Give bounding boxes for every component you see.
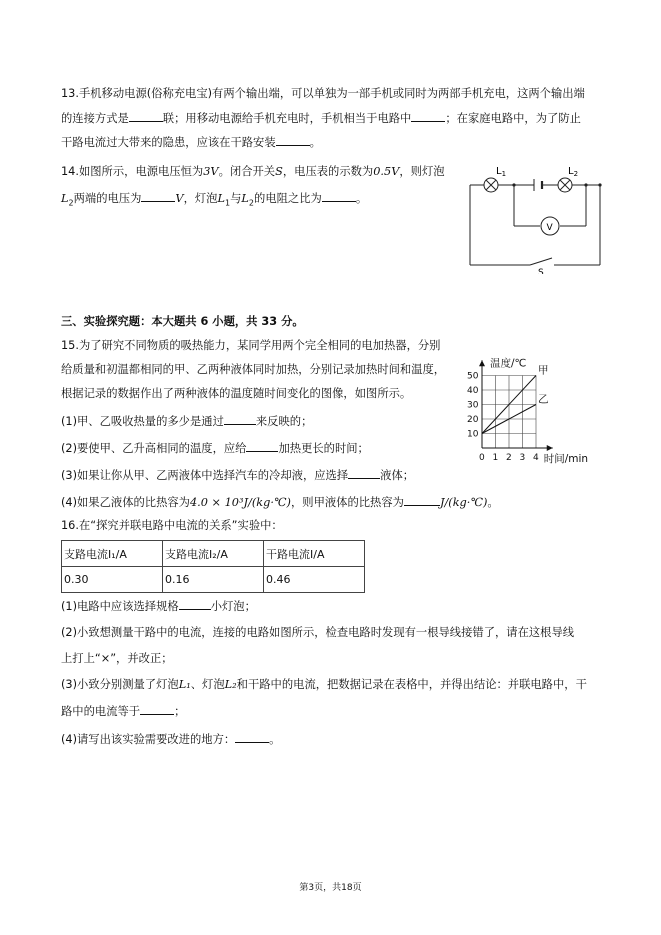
q14-l2: L <box>61 192 69 205</box>
q14-l2-sub: 2 <box>248 198 255 208</box>
table-header-cell: 支路电流I₂/A <box>163 541 264 567</box>
q13-line3 <box>61 134 321 151</box>
q14-l1: L <box>217 192 225 205</box>
answer-blank[interactable] <box>179 598 211 610</box>
q14-text: 与 <box>230 192 242 205</box>
y-axis-label: 温度/℃ <box>490 357 527 370</box>
series-label: 乙 <box>538 393 549 406</box>
answer-blank[interactable] <box>246 440 278 452</box>
answer-blank[interactable] <box>348 467 380 479</box>
x-tick-label: 1 <box>492 453 499 463</box>
q16-text: (3)小致分别测量了灯泡 <box>61 678 179 691</box>
q16-text: (1)电路中应该选择规格 <box>61 600 179 613</box>
q15-text: (2)要使甲、乙升高相同的温度，应给 <box>61 442 247 455</box>
answer-blank[interactable] <box>322 190 356 202</box>
answer-blank[interactable] <box>140 703 174 715</box>
answer-blank[interactable] <box>276 134 310 146</box>
x-axis-arrow <box>547 445 553 451</box>
q15-sub3 <box>61 467 414 484</box>
q13-text: 联；用移动电源给手机充电时，手机相当于电路中 <box>162 112 412 125</box>
table-header-cell: 支路电流I₁/A <box>62 541 163 567</box>
section-heading: 三、实验探究题：本大题共 6 小题，共 33 分。 <box>61 315 304 328</box>
q14-voltage: 0.5V <box>373 165 400 178</box>
q14-text: 14.如图所示，电源电压恒为 <box>61 165 204 178</box>
q14-text: ，灯泡 <box>183 192 218 205</box>
q14-text: 。 <box>355 192 368 205</box>
q16-sub1 <box>61 598 256 615</box>
q15-sub1 <box>61 413 312 430</box>
q14-switch: S <box>275 165 283 178</box>
q14-text: 。闭合开关 <box>218 165 276 178</box>
y-tick-label: 30 <box>467 400 479 411</box>
q14-circuit-diagram <box>462 162 612 274</box>
answer-blank[interactable] <box>224 413 256 425</box>
q16-text: 路中的电流等于 <box>61 705 141 718</box>
q15-text: 液体； <box>380 469 415 482</box>
q14-l2-sub: 2 <box>68 198 74 208</box>
temperature-time-chart <box>460 338 610 468</box>
series-label: 甲 <box>538 364 549 377</box>
q13-text: 。 <box>309 136 321 149</box>
q15-text: 加热更长的时间； <box>278 442 369 455</box>
x-tick-label: 2 <box>506 453 512 463</box>
q14-voltage: 3V <box>203 165 219 178</box>
q16-sub3-line2 <box>61 703 185 720</box>
answer-blank[interactable] <box>235 731 269 743</box>
table-cell: 0.46 <box>264 567 365 593</box>
q16-text: 、灯泡 <box>190 678 225 691</box>
label-l1: $L_1$ <box>496 166 507 178</box>
q15-specific-heat: 4.0 × 10³J/(kg·℃) <box>189 496 291 509</box>
q15-line2: 给质量和初温都相同的甲、乙两种液体同时加热，分别记录加热时间和温度， <box>61 363 446 376</box>
q13-text: ；在家庭电路中，为了防止 <box>445 112 581 125</box>
q15-text: ，则甲液体的比热容为 <box>290 496 404 509</box>
y-tick-label: 10 <box>467 429 479 440</box>
q16-text: ； <box>174 705 186 718</box>
q14-line1 <box>61 164 445 180</box>
q16-sub2-line1: (2)小致想测量干路中的电流，连接的电路如图所示，检查电路时发现有一根导线接错了，请在这根导线 <box>61 626 575 639</box>
q14-l2: L <box>241 192 249 205</box>
q16-l1: L₁ <box>178 678 191 691</box>
y-axis-arrow <box>479 360 485 366</box>
table-header-cell: 干路电流I/A <box>264 541 365 567</box>
answer-blank[interactable] <box>129 110 163 122</box>
y-tick-label: 40 <box>467 386 479 396</box>
q14-text: ，电压表的示数为 <box>282 165 374 178</box>
q14-unit: V <box>175 192 184 205</box>
label-l2: $L_2$ <box>568 166 579 178</box>
table-header-row <box>62 541 365 567</box>
q13-text: 干路电流过大带来的隐患，应该在干路安装 <box>61 136 276 149</box>
x-axis-label: 时间/min <box>543 453 589 465</box>
q16-sub2-line2: 上打上“×”，并改正； <box>61 652 173 665</box>
label-switch: S <box>538 268 544 274</box>
y-tick-label: 20 <box>467 415 479 425</box>
q14-text: 两端的电压为 <box>73 192 142 205</box>
q14-text: ，则灯泡 <box>399 165 445 178</box>
q14-text: 的电阻之比为 <box>254 192 322 205</box>
current-data-table <box>61 540 365 593</box>
table-cell: 0.16 <box>163 567 264 593</box>
q16-text: 和干路中的电流，把数据记录在表格中，并得出结论：并联电路中，干 <box>236 678 587 691</box>
q15-text: (3)如果让你从甲、乙两液体中选择汽车的冷却液，应选择 <box>61 469 349 482</box>
y-tick-label: 50 <box>467 371 479 382</box>
q15-text: 。 <box>487 496 499 509</box>
q16-text: (4)请写出该实验需要改进的地方： <box>61 733 236 746</box>
q16-sub4 <box>61 731 280 748</box>
q15-sub2 <box>61 440 369 457</box>
answer-blank[interactable] <box>404 494 440 506</box>
q15-text: 来反映的； <box>255 415 313 428</box>
q14-line2 <box>61 190 367 211</box>
q15-text: (1)甲、乙吸收热量的多少是通过 <box>61 415 224 428</box>
x-tick-label: 0 <box>479 453 485 463</box>
q14-l1-sub: 1 <box>225 198 231 208</box>
q15-text: (4)如果乙液体的比热容为 <box>61 496 190 509</box>
q16-title: 16.在“探究并联电路中电流的关系”实验中： <box>61 519 283 532</box>
table-row <box>62 567 365 593</box>
q16-sub3-line1 <box>61 677 587 693</box>
q16-l2: L₂ <box>224 678 237 691</box>
q15-unit: J/(kg·℃) <box>439 496 488 509</box>
q16-text: 小灯泡； <box>210 600 256 613</box>
q15-line3: 根据记录的数据作出了两种液体的温度随时间变化的图像，如图所示。 <box>61 387 412 400</box>
q13-line2 <box>61 110 581 127</box>
page-footer: 第3页，共18页 <box>299 883 362 893</box>
q13-line1: 13.手机移动电源(俗称充电宝)有两个输出端，可以单独为一部手机或同时为两部手机充电，这两个输出端 <box>61 87 585 100</box>
x-tick-label: 3 <box>519 453 526 463</box>
x-tick-label: 4 <box>533 453 539 463</box>
answer-blank[interactable] <box>141 190 175 202</box>
q15-line1: 15.为了研究不同物质的吸热能力，某同学用两个完全相同的电加热器，分别 <box>61 339 441 352</box>
table-cell: 0.30 <box>62 567 163 593</box>
q13-text: 的连接方式是 <box>61 112 129 125</box>
q15-sub4 <box>61 494 499 511</box>
answer-blank[interactable] <box>411 110 445 122</box>
q16-text: 。 <box>269 733 281 746</box>
label-voltmeter: V <box>546 223 553 233</box>
